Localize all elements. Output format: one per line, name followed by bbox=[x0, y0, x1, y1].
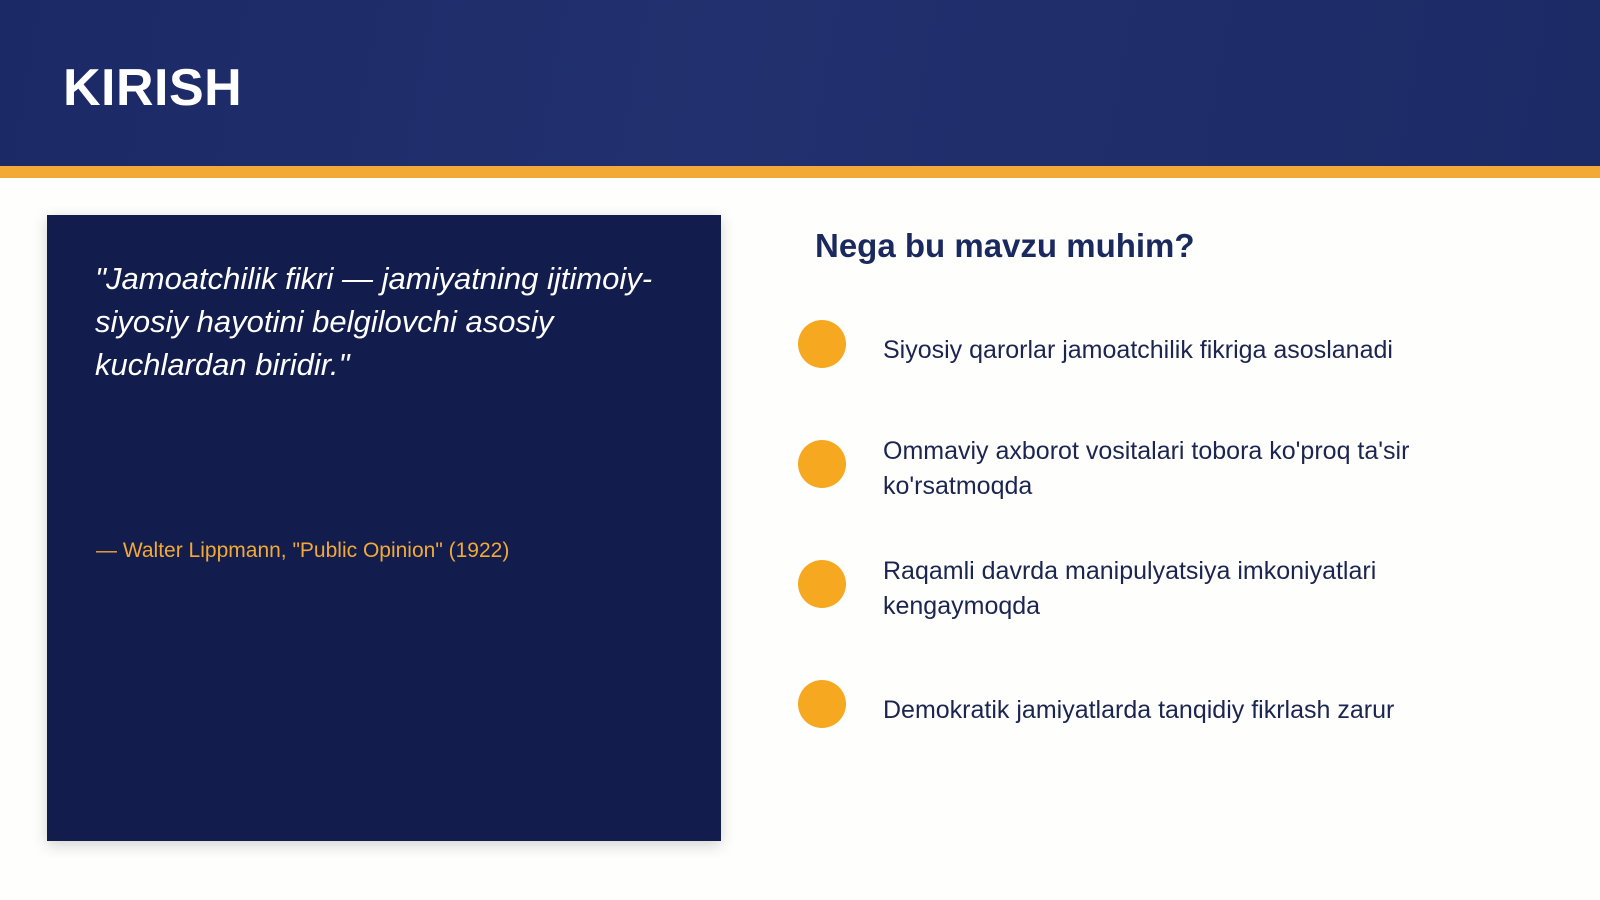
list-item bbox=[798, 310, 1558, 410]
header-bar bbox=[0, 0, 1600, 166]
list-item bbox=[798, 550, 1558, 650]
point-text: Ommaviy axborot vositalari tobora ko'proq ta'sir ko'rsatmoqda bbox=[883, 437, 1410, 500]
bullet-dot-icon bbox=[798, 680, 846, 728]
point-text: Siyosiy qarorlar jamoatchilik fikriga asoslanadi bbox=[883, 336, 1393, 364]
point-text: Demokratik jamiyatlarda tanqidiy fikrlash zarur bbox=[883, 696, 1395, 724]
slide-title: KIRISH bbox=[63, 59, 243, 117]
point-text: Raqamli davrda manipulyatsiya imkoniyatlari kengaymoqda bbox=[883, 557, 1377, 620]
list-item bbox=[798, 430, 1558, 530]
quote-text: "Jamoatchilik fikri — jamiyatning ijtimoiy-siyosiy hayotini belgilovchi asosiy kuchlardan biridir." bbox=[95, 261, 653, 382]
header-accent-stripe bbox=[0, 166, 1600, 178]
bullet-dot-icon bbox=[798, 320, 846, 368]
list-item bbox=[798, 670, 1558, 770]
section-heading: Nega bu mavzu muhim? bbox=[815, 227, 1195, 264]
quote-card bbox=[47, 215, 721, 841]
bullet-dot-icon bbox=[798, 560, 846, 608]
bullet-dot-icon bbox=[798, 440, 846, 488]
quote-author: — Walter Lippmann, "Public Opinion" (1922) bbox=[96, 539, 510, 562]
